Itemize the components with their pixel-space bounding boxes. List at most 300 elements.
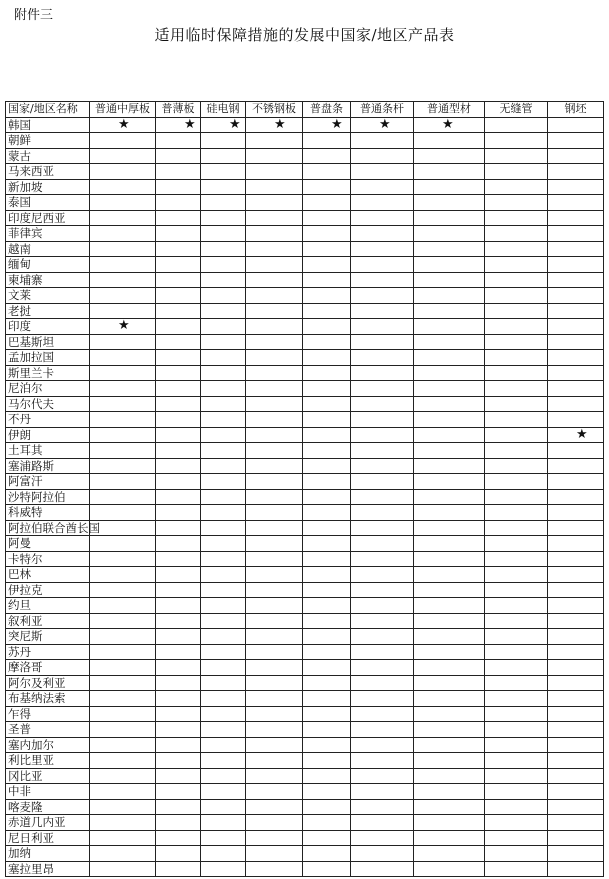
- empty-cell: [414, 861, 485, 877]
- empty-cell: [201, 722, 246, 738]
- empty-cell: [303, 226, 351, 242]
- empty-cell: [303, 582, 351, 598]
- table-row: [6, 613, 604, 629]
- empty-cell: [548, 691, 604, 707]
- empty-cell: [303, 691, 351, 707]
- empty-cell: [414, 660, 485, 676]
- empty-cell: [246, 784, 303, 800]
- empty-cell: [246, 815, 303, 831]
- table-row: [6, 489, 604, 505]
- empty-cell: [548, 241, 604, 257]
- empty-cell: [156, 195, 201, 211]
- empty-cell: [485, 427, 548, 443]
- empty-cell: [414, 381, 485, 397]
- empty-cell: [303, 350, 351, 366]
- empty-cell: [485, 241, 548, 257]
- empty-cell: [414, 148, 485, 164]
- empty-cell: [414, 691, 485, 707]
- table-row: [6, 133, 604, 149]
- empty-cell: [303, 505, 351, 521]
- empty-cell: [485, 164, 548, 180]
- table-row: [6, 427, 604, 443]
- empty-cell: [246, 753, 303, 769]
- empty-cell: [303, 815, 351, 831]
- empty-cell: [548, 551, 604, 567]
- empty-cell: [303, 613, 351, 629]
- empty-cell: [90, 148, 156, 164]
- empty-cell: [90, 241, 156, 257]
- empty-cell: [156, 241, 201, 257]
- country-name-cell: 巴林: [6, 567, 90, 583]
- empty-cell: [548, 737, 604, 753]
- empty-cell: [485, 598, 548, 614]
- empty-cell: [156, 350, 201, 366]
- empty-cell: [414, 210, 485, 226]
- empty-cell: [201, 334, 246, 350]
- empty-cell: [414, 505, 485, 521]
- empty-cell: [201, 381, 246, 397]
- empty-cell: [156, 319, 201, 335]
- empty-cell: [201, 241, 246, 257]
- empty-cell: [246, 706, 303, 722]
- table-row: [6, 443, 604, 459]
- star-mark-cell: [246, 117, 303, 133]
- empty-cell: [90, 706, 156, 722]
- empty-cell: [90, 784, 156, 800]
- empty-cell: [201, 567, 246, 583]
- empty-cell: [548, 861, 604, 877]
- empty-cell: [156, 443, 201, 459]
- empty-cell: [303, 737, 351, 753]
- star-icon: ★: [331, 116, 343, 132]
- country-name-cell: 中非: [6, 784, 90, 800]
- empty-cell: [90, 536, 156, 552]
- empty-cell: [246, 644, 303, 660]
- empty-cell: [156, 644, 201, 660]
- empty-cell: [548, 319, 604, 335]
- empty-cell: [351, 551, 414, 567]
- empty-cell: [351, 288, 414, 304]
- empty-cell: [303, 179, 351, 195]
- empty-cell: [201, 443, 246, 459]
- empty-cell: [90, 861, 156, 877]
- empty-cell: [156, 226, 201, 242]
- empty-cell: [201, 396, 246, 412]
- table-row: [6, 179, 604, 195]
- empty-cell: [414, 582, 485, 598]
- empty-cell: [414, 226, 485, 242]
- empty-cell: [156, 551, 201, 567]
- empty-cell: [414, 474, 485, 490]
- empty-cell: [201, 753, 246, 769]
- empty-cell: [90, 133, 156, 149]
- table-row: [6, 768, 604, 784]
- empty-cell: [303, 210, 351, 226]
- empty-cell: [485, 117, 548, 133]
- empty-cell: [351, 784, 414, 800]
- empty-cell: [303, 303, 351, 319]
- country-name-cell: 乍得: [6, 706, 90, 722]
- empty-cell: [548, 412, 604, 428]
- table-row: [6, 195, 604, 211]
- empty-cell: [303, 722, 351, 738]
- empty-cell: [246, 319, 303, 335]
- empty-cell: [156, 846, 201, 862]
- empty-cell: [351, 613, 414, 629]
- empty-cell: [485, 210, 548, 226]
- empty-cell: [246, 675, 303, 691]
- empty-cell: [156, 412, 201, 428]
- empty-cell: [156, 489, 201, 505]
- empty-cell: [351, 164, 414, 180]
- empty-cell: [485, 474, 548, 490]
- empty-cell: [303, 381, 351, 397]
- empty-cell: [90, 644, 156, 660]
- empty-cell: [548, 644, 604, 660]
- empty-cell: [351, 706, 414, 722]
- empty-cell: [246, 536, 303, 552]
- empty-cell: [351, 861, 414, 877]
- country-name-cell: 科威特: [6, 505, 90, 521]
- empty-cell: [246, 737, 303, 753]
- empty-cell: [414, 644, 485, 660]
- empty-cell: [246, 799, 303, 815]
- empty-cell: [485, 505, 548, 521]
- empty-cell: [414, 303, 485, 319]
- table-row: [6, 784, 604, 800]
- empty-cell: [485, 660, 548, 676]
- empty-cell: [156, 303, 201, 319]
- empty-cell: [201, 505, 246, 521]
- empty-cell: [548, 505, 604, 521]
- empty-cell: [90, 210, 156, 226]
- empty-cell: [351, 319, 414, 335]
- empty-cell: [246, 133, 303, 149]
- table-row: [6, 799, 604, 815]
- empty-cell: [156, 133, 201, 149]
- empty-cell: [414, 396, 485, 412]
- empty-cell: [351, 443, 414, 459]
- empty-cell: [90, 768, 156, 784]
- empty-cell: [485, 675, 548, 691]
- empty-cell: [90, 396, 156, 412]
- empty-cell: [414, 551, 485, 567]
- empty-cell: [303, 536, 351, 552]
- empty-cell: [303, 629, 351, 645]
- empty-cell: [246, 226, 303, 242]
- country-name-cell: 塞拉里昂: [6, 861, 90, 877]
- empty-cell: [201, 551, 246, 567]
- table-row: [6, 117, 604, 133]
- empty-cell: [351, 598, 414, 614]
- empty-cell: [414, 613, 485, 629]
- empty-cell: [201, 691, 246, 707]
- empty-cell: [485, 195, 548, 211]
- empty-cell: [414, 272, 485, 288]
- empty-cell: [156, 365, 201, 381]
- empty-cell: [201, 474, 246, 490]
- empty-cell: [201, 412, 246, 428]
- empty-cell: [156, 768, 201, 784]
- empty-cell: [485, 520, 548, 536]
- empty-cell: [548, 195, 604, 211]
- column-header-product: 不锈钢板: [246, 102, 303, 118]
- empty-cell: [485, 257, 548, 273]
- empty-cell: [485, 536, 548, 552]
- country-name-cell: 约旦: [6, 598, 90, 614]
- empty-cell: [548, 381, 604, 397]
- empty-cell: [246, 691, 303, 707]
- empty-cell: [414, 443, 485, 459]
- empty-cell: [414, 846, 485, 862]
- empty-cell: [201, 365, 246, 381]
- empty-cell: [90, 722, 156, 738]
- empty-cell: [351, 210, 414, 226]
- table-row: [6, 303, 604, 319]
- table-row: [6, 598, 604, 614]
- table-row: [6, 536, 604, 552]
- empty-cell: [201, 644, 246, 660]
- empty-cell: [414, 489, 485, 505]
- table-row: [6, 412, 604, 428]
- empty-cell: [201, 210, 246, 226]
- star-mark-cell: [303, 117, 351, 133]
- empty-cell: [303, 396, 351, 412]
- empty-cell: [548, 164, 604, 180]
- empty-cell: [246, 582, 303, 598]
- empty-cell: [548, 784, 604, 800]
- empty-cell: [485, 350, 548, 366]
- empty-cell: [548, 148, 604, 164]
- empty-cell: [156, 288, 201, 304]
- table-row: [6, 474, 604, 490]
- empty-cell: [303, 272, 351, 288]
- empty-cell: [351, 799, 414, 815]
- empty-cell: [414, 257, 485, 273]
- empty-cell: [548, 799, 604, 815]
- empty-cell: [485, 815, 548, 831]
- empty-cell: [201, 598, 246, 614]
- empty-cell: [246, 660, 303, 676]
- empty-cell: [201, 489, 246, 505]
- country-name-cell: 马尔代夫: [6, 396, 90, 412]
- empty-cell: [303, 257, 351, 273]
- empty-cell: [548, 675, 604, 691]
- table-row: [6, 691, 604, 707]
- empty-cell: [246, 830, 303, 846]
- country-name-cell: 柬埔寨: [6, 272, 90, 288]
- empty-cell: [246, 505, 303, 521]
- empty-cell: [414, 179, 485, 195]
- empty-cell: [485, 458, 548, 474]
- empty-cell: [548, 815, 604, 831]
- empty-cell: [201, 288, 246, 304]
- country-name-cell: 不丹: [6, 412, 90, 428]
- empty-cell: [201, 830, 246, 846]
- empty-cell: [156, 815, 201, 831]
- empty-cell: [414, 722, 485, 738]
- table-row: [6, 226, 604, 242]
- column-header-product: 硅电钢: [201, 102, 246, 118]
- empty-cell: [303, 458, 351, 474]
- empty-cell: [201, 784, 246, 800]
- empty-cell: [414, 412, 485, 428]
- empty-cell: [414, 133, 485, 149]
- empty-cell: [246, 148, 303, 164]
- country-name-cell: 赤道几内亚: [6, 815, 90, 831]
- column-header-product: 无缝管: [485, 102, 548, 118]
- empty-cell: [90, 598, 156, 614]
- empty-cell: [156, 613, 201, 629]
- empty-cell: [201, 582, 246, 598]
- empty-cell: [414, 520, 485, 536]
- empty-cell: [156, 629, 201, 645]
- empty-cell: [90, 551, 156, 567]
- country-name-cell: 泰国: [6, 195, 90, 211]
- empty-cell: [414, 706, 485, 722]
- empty-cell: [303, 520, 351, 536]
- country-name-cell: 孟加拉国: [6, 350, 90, 366]
- column-header-country: 国家/地区名称: [6, 102, 90, 118]
- empty-cell: [548, 520, 604, 536]
- empty-cell: [90, 505, 156, 521]
- empty-cell: [351, 536, 414, 552]
- country-name-cell: 巴基斯坦: [6, 334, 90, 350]
- empty-cell: [303, 660, 351, 676]
- empty-cell: [414, 458, 485, 474]
- empty-cell: [201, 660, 246, 676]
- country-name-cell: 尼泊尔: [6, 381, 90, 397]
- empty-cell: [351, 830, 414, 846]
- empty-cell: [156, 257, 201, 273]
- star-icon: ★: [274, 116, 286, 132]
- table-row: [6, 396, 604, 412]
- empty-cell: [90, 272, 156, 288]
- country-name-cell: 圣普: [6, 722, 90, 738]
- empty-cell: [156, 799, 201, 815]
- empty-cell: [246, 768, 303, 784]
- table-row: [6, 458, 604, 474]
- table-row: [6, 846, 604, 862]
- country-name-cell: 伊朗: [6, 427, 90, 443]
- empty-cell: [485, 613, 548, 629]
- empty-cell: [156, 520, 201, 536]
- empty-cell: [201, 195, 246, 211]
- empty-cell: [485, 768, 548, 784]
- empty-cell: [201, 427, 246, 443]
- star-mark-cell: [201, 117, 246, 133]
- empty-cell: [156, 334, 201, 350]
- table-row: [6, 505, 604, 521]
- empty-cell: [414, 319, 485, 335]
- empty-cell: [548, 753, 604, 769]
- table-row: [6, 288, 604, 304]
- empty-cell: [485, 582, 548, 598]
- empty-cell: [90, 226, 156, 242]
- table-row: [6, 164, 604, 180]
- empty-cell: [201, 319, 246, 335]
- table-row: [6, 319, 604, 335]
- empty-cell: [485, 365, 548, 381]
- empty-cell: [90, 303, 156, 319]
- star-icon: ★: [118, 116, 130, 132]
- empty-cell: [351, 567, 414, 583]
- empty-cell: [246, 567, 303, 583]
- country-name-cell: 塞内加尔: [6, 737, 90, 753]
- empty-cell: [351, 520, 414, 536]
- empty-cell: [351, 241, 414, 257]
- empty-cell: [303, 861, 351, 877]
- country-name-cell: 喀麦隆: [6, 799, 90, 815]
- empty-cell: [201, 737, 246, 753]
- empty-cell: [201, 350, 246, 366]
- empty-cell: [201, 133, 246, 149]
- country-name-cell: 韩国: [6, 117, 90, 133]
- star-mark-cell: [548, 427, 604, 443]
- country-name-cell: 斯里兰卡: [6, 365, 90, 381]
- empty-cell: [351, 334, 414, 350]
- country-name-cell: 蒙古: [6, 148, 90, 164]
- empty-cell: [303, 598, 351, 614]
- empty-cell: [351, 412, 414, 428]
- empty-cell: [351, 381, 414, 397]
- empty-cell: [90, 799, 156, 815]
- empty-cell: [414, 365, 485, 381]
- empty-cell: [246, 179, 303, 195]
- empty-cell: [414, 675, 485, 691]
- empty-cell: [485, 489, 548, 505]
- empty-cell: [303, 427, 351, 443]
- empty-cell: [303, 288, 351, 304]
- empty-cell: [90, 737, 156, 753]
- empty-cell: [351, 722, 414, 738]
- star-icon: ★: [379, 116, 391, 132]
- empty-cell: [351, 458, 414, 474]
- star-icon: ★: [576, 426, 588, 442]
- empty-cell: [90, 427, 156, 443]
- empty-cell: [201, 179, 246, 195]
- country-name-cell: 布基纳法索: [6, 691, 90, 707]
- empty-cell: [414, 737, 485, 753]
- empty-cell: [303, 551, 351, 567]
- empty-cell: [485, 722, 548, 738]
- empty-cell: [201, 164, 246, 180]
- empty-cell: [351, 815, 414, 831]
- empty-cell: [485, 846, 548, 862]
- table-row: [6, 722, 604, 738]
- empty-cell: [548, 303, 604, 319]
- country-name-cell: 突尼斯: [6, 629, 90, 645]
- country-name-cell: 阿富汗: [6, 474, 90, 490]
- empty-cell: [548, 226, 604, 242]
- empty-cell: [156, 179, 201, 195]
- empty-cell: [485, 691, 548, 707]
- table-row: [6, 706, 604, 722]
- empty-cell: [485, 148, 548, 164]
- empty-cell: [156, 722, 201, 738]
- empty-cell: [246, 303, 303, 319]
- empty-cell: [201, 257, 246, 273]
- empty-cell: [156, 861, 201, 877]
- empty-cell: [303, 675, 351, 691]
- empty-cell: [201, 520, 246, 536]
- empty-cell: [246, 164, 303, 180]
- country-name-cell: 沙特阿拉伯: [6, 489, 90, 505]
- empty-cell: [246, 241, 303, 257]
- empty-cell: [485, 334, 548, 350]
- empty-cell: [548, 768, 604, 784]
- empty-cell: [351, 768, 414, 784]
